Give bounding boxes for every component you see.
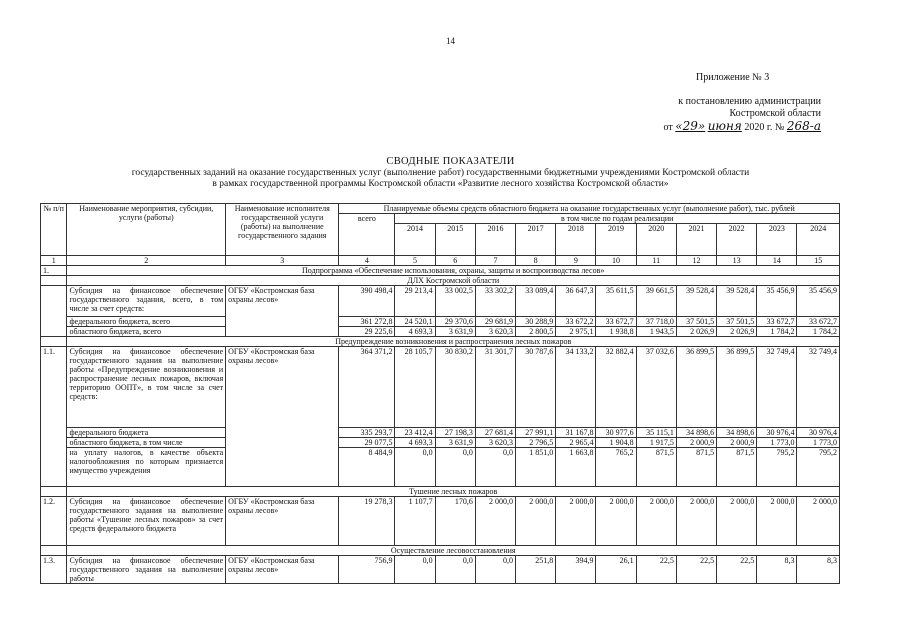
value-cell: 2 000,0 [636,497,676,546]
header-year: 2017 [516,224,556,256]
column-number: 15 [797,256,840,266]
column-number: 12 [676,256,716,266]
value-cell: 33 672,7 [797,317,840,327]
value-cell: 33 672,7 [757,317,797,327]
value-cell: 3 620,3 [475,327,515,337]
value-cell: 35 611,5 [596,286,636,317]
empty-cell [41,337,67,347]
value-cell: 26,1 [596,556,636,584]
row-name: Субсидия на финансовое обеспечение государственного задания на выполнение работы «Тушение лесных пожаров» за счет средств федерального бюджета [67,497,226,546]
value-cell: 361 272,8 [339,317,395,327]
value-cell: 31 301,7 [475,347,515,428]
value-cell: 1 943,5 [636,327,676,337]
value-cell: 871,5 [717,448,757,487]
value-cell: 1 784,2 [797,327,840,337]
empty-cell [41,546,67,556]
header-num: № п/п [41,204,67,256]
value-cell: 35 456,9 [797,286,840,317]
column-number: 10 [596,256,636,266]
value-cell: 765,2 [596,448,636,487]
document-subtitle [40,168,841,190]
header-planned: Планируемые объемы средств областного бюджета на оказание государственных услуг (выполнение работ), тыс. рублей [339,204,840,214]
column-number: 13 [717,256,757,266]
value-cell: 34 133,2 [556,347,596,428]
value-cell: 1 917,5 [636,438,676,448]
section-extinguish: Тушение лесных пожаров [67,487,840,497]
value-cell: 1 784,2 [757,327,797,337]
value-cell: 2 026,9 [717,327,757,337]
value-cell: 1 663,8 [556,448,596,487]
document-title: СВОДНЫЕ ПОКАЗАТЕЛИ [386,156,515,167]
header-year: 2015 [435,224,475,256]
column-number: 6 [435,256,475,266]
value-cell: 2 796,5 [516,438,556,448]
table-row [41,317,840,327]
value-cell: 1 773,0 [797,438,840,448]
value-cell: 2 000,9 [717,438,757,448]
subprogram-title: Подпрограмма «Обеспечение использования, охраны, защиты и воспроизводства лесов» [67,266,840,276]
date-prefix: от [663,122,673,133]
value-cell: 23 412,4 [395,428,435,438]
value-cell: 39 528,4 [676,286,716,317]
value-cell: 871,5 [676,448,716,487]
value-cell: 0,0 [435,556,475,584]
value-cell: 22,5 [636,556,676,584]
table-row [41,327,840,337]
value-cell: 31 167,8 [556,428,596,438]
value-cell: 32 882,4 [596,347,636,428]
appendix-title: Приложение № 3 [696,72,770,83]
value-cell: 36 899,5 [676,347,716,428]
value-cell: 34 898,6 [676,428,716,438]
value-cell: 364 371,2 [339,347,395,428]
value-cell: 37 501,5 [676,317,716,327]
value-cell: 335 293,7 [339,428,395,438]
value-cell: 33 672,7 [596,317,636,327]
page-number: 14 [446,36,455,46]
value-cell: 35 456,9 [757,286,797,317]
value-cell: 2 000,0 [516,497,556,546]
value-cell: 8 484,9 [339,448,395,487]
value-cell: 8,3 [757,556,797,584]
row-executor: ОГБУ «Костромская база охраны лесов» [226,556,339,584]
column-number: 8 [516,256,556,266]
header-by-years: в том числе по годам реализации [395,214,840,224]
doc-number-handwritten: 268-а [786,119,821,133]
value-cell: 36 899,5 [717,347,757,428]
value-cell: 2 000,0 [757,497,797,546]
value-cell: 27 991,1 [516,428,556,438]
header-year: 2019 [596,224,636,256]
header-executor: Наименование исполнителя государственной услуги (работы) на выполнение государственного задания [226,204,339,256]
value-cell: 27 681,4 [475,428,515,438]
value-cell: 32 749,4 [757,347,797,428]
column-number: 11 [636,256,676,266]
value-cell: 2 965,4 [556,438,596,448]
header-year: 2016 [475,224,515,256]
value-cell: 29 077,5 [339,438,395,448]
value-cell: 39 661,5 [636,286,676,317]
value-cell: 0,0 [395,448,435,487]
row-num: 1.2. [41,497,67,546]
value-cell: 29 225,6 [339,327,395,337]
value-cell: 170,6 [435,497,475,546]
header-year: 2021 [676,224,716,256]
value-cell: 30 977,6 [596,428,636,438]
value-cell: 0,0 [475,448,515,487]
value-cell: 34 898,6 [717,428,757,438]
subprogram-num: 1. [41,266,67,276]
value-cell: 30 288,9 [516,317,556,327]
value-cell: 32 749,4 [797,347,840,428]
value-cell: 22,5 [676,556,716,584]
value-cell: 33 302,2 [475,286,515,317]
value-cell: 8,3 [797,556,840,584]
value-cell: 30 787,6 [516,347,556,428]
table-row [41,286,840,317]
value-cell: 35 115,1 [636,428,676,438]
value-cell: 37 032,6 [636,347,676,428]
column-number: 14 [757,256,797,266]
value-cell: 2 000,0 [676,497,716,546]
date-month-handwritten: июня [707,119,742,133]
value-cell: 22,5 [717,556,757,584]
subtitle-line1: государственных заданий на оказание государственных услуг (выполнение работ) государственными бюджетными учреждениями Костромской области [131,168,750,178]
value-cell: 39 528,4 [717,286,757,317]
value-cell: 2 800,5 [516,327,556,337]
value-cell: 0,0 [435,448,475,487]
header-year: 2024 [797,224,840,256]
value-cell: 30 830,2 [435,347,475,428]
value-cell: 29 681,9 [475,317,515,327]
row-name: Субсидия на финансовое обеспечение государственного задания, всего, в том числе за счет средств: [67,286,226,317]
value-cell: 390 498,4 [339,286,395,317]
value-cell: 1 851,0 [516,448,556,487]
header-year: 2022 [717,224,757,256]
value-cell: 33 672,2 [556,317,596,327]
value-cell: 28 105,7 [395,347,435,428]
value-cell: 2 000,0 [475,497,515,546]
header-year: 2023 [757,224,797,256]
column-number: 9 [556,256,596,266]
value-cell: 3 631,9 [435,327,475,337]
column-number: 5 [395,256,435,266]
empty-cell [41,487,67,497]
header-year: 2018 [556,224,596,256]
decree-reference [656,96,821,134]
value-cell: 37 718,0 [636,317,676,327]
table-row [41,556,840,584]
value-cell: 3 631,9 [435,438,475,448]
row-executor: ОГБУ «Костромская база охраны лесов» [226,286,339,337]
value-cell: 36 647,3 [556,286,596,317]
section-reforest: Осуществление лесовосстановления [67,546,840,556]
value-cell: 2 000,9 [676,438,716,448]
row-num: 1.1. [41,347,67,487]
decree-line1: к постановлению администрации [678,96,821,107]
value-cell: 24 520,1 [395,317,435,327]
value-cell: 1 107,7 [395,497,435,546]
column-number: 2 [67,256,226,266]
value-cell: 33 002,5 [435,286,475,317]
value-cell: 3 620,3 [475,438,515,448]
header-total: всего [339,214,395,256]
value-cell: 251,8 [516,556,556,584]
dlx-title: ДЛХ Костромской области [67,276,840,286]
date-year: 2020 г. № [744,122,785,133]
decree-date [656,120,821,134]
table-row [41,347,840,428]
value-cell: 2 026,9 [676,327,716,337]
value-cell: 29 213,4 [395,286,435,317]
value-cell: 2 000,0 [556,497,596,546]
column-numbers-row [41,256,840,266]
value-cell: 2 975,1 [556,327,596,337]
value-cell: 4 693,3 [395,327,435,337]
row-num: 1.3. [41,556,67,584]
value-cell: 29 370,6 [435,317,475,327]
value-cell: 1 904,8 [596,438,636,448]
empty-cell [41,286,67,337]
value-cell: 37 501,5 [717,317,757,327]
row-name: Субсидия на финансовое обеспечение государственного задания на выполнение работы «Предупреждение возникновения и распространение лесных пожаров, включая территорию ООПТ», в том числе за счет средств: [67,347,226,428]
value-cell: 19 278,3 [339,497,395,546]
indicators-table [40,203,840,584]
header-year: 2020 [636,224,676,256]
column-number: 7 [475,256,515,266]
value-cell: 795,2 [757,448,797,487]
value-cell: 30 976,4 [757,428,797,438]
row-name: областного бюджета, всего [67,327,226,337]
row-name: Субсидия на финансовое обеспечение государственного задания на выполнение работы [67,556,226,584]
value-cell: 30 976,4 [797,428,840,438]
value-cell: 871,5 [636,448,676,487]
value-cell: 2 000,0 [797,497,840,546]
value-cell: 394,9 [556,556,596,584]
table-row [41,448,840,487]
row-executor: ОГБУ «Костромская база охраны лесов» [226,347,339,487]
value-cell: 1 938,8 [596,327,636,337]
section-fires: Предупреждение возникновения и распространения лесных пожаров [67,337,840,347]
value-cell: 795,2 [797,448,840,487]
column-number: 3 [226,256,339,266]
row-executor: ОГБУ «Костромская база охраны лесов» [226,497,339,546]
decree-line2: Костромской области [729,108,821,119]
value-cell: 2 000,0 [717,497,757,546]
empty-cell [41,276,67,286]
value-cell: 27 198,3 [435,428,475,438]
row-name: областного бюджета, в том числе [67,438,226,448]
header-name: Наименование мероприятия, субсидии, услуги (работы) [67,204,226,256]
row-name: на уплату налогов, в качестве объекта налогообложения по которым признается имущество учреждения [67,448,226,487]
value-cell: 1 773,0 [757,438,797,448]
value-cell: 4 693,3 [395,438,435,448]
row-name: федерального бюджета, всего [67,317,226,327]
table-row [41,497,840,546]
value-cell: 0,0 [395,556,435,584]
table-row [41,438,840,448]
value-cell: 756,9 [339,556,395,584]
value-cell: 0,0 [475,556,515,584]
table-row [41,428,840,438]
header-year: 2014 [395,224,435,256]
row-name: федерального бюджета [67,428,226,438]
column-number: 1 [41,256,67,266]
date-day-handwritten: «29» [675,119,706,133]
column-number: 4 [339,256,395,266]
value-cell: 2 000,0 [596,497,636,546]
value-cell: 33 089,4 [516,286,556,317]
subtitle-line2: в рамках государственной программы Костромской области «Развитие лесного хозяйства Костромской области» [212,179,669,189]
